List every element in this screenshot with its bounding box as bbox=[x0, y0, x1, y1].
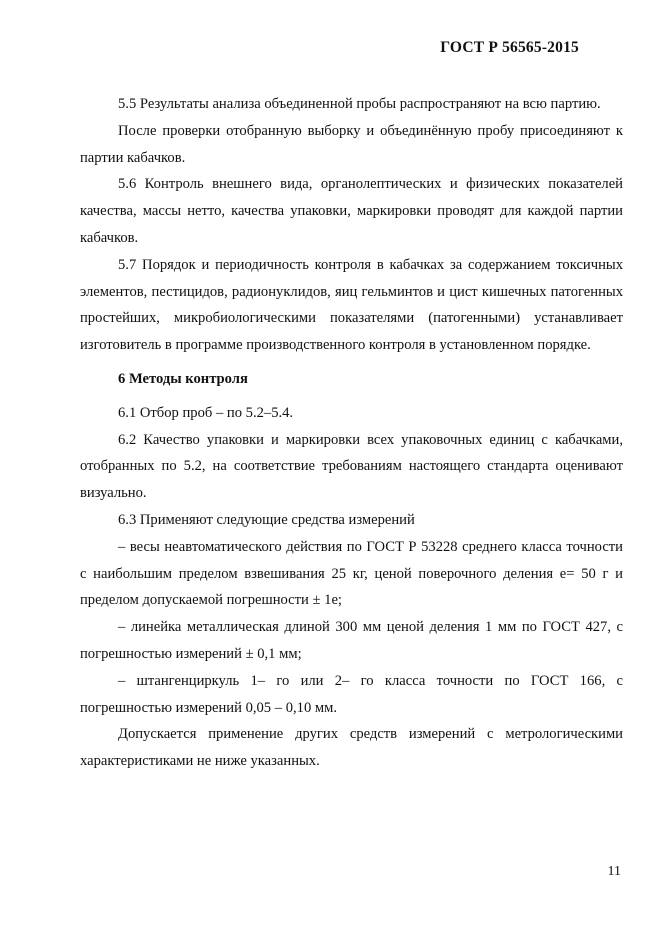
list-item-ruler: – линейка металлическая длиной 300 мм ценой деления 1 мм по ГОСТ 427, с погрешностью измерений ± 0,1 мм; bbox=[80, 619, 623, 662]
list-item-caliper: – штангенциркуль 1– го или 2– го класса точности по ГОСТ 166, с погрешностью измерений 0,05 – 0,10 мм. bbox=[80, 672, 623, 716]
paragraph-other-instruments: Допускается применение других средств измерений с метрологическими характеристиками не ниже указанных. bbox=[80, 726, 623, 770]
paragraph-5-6: 5.6 Контроль внешнего вида, органолептических и физических показателей качества, массы нетто, качества упаковки, маркировки проводят для каждой партии кабачков. bbox=[80, 176, 623, 246]
paragraph-5-5-continued: После проверки отобранную выборку и объединённую пробу присоединяют к партии кабачков. bbox=[80, 122, 623, 166]
document-code-header: ГОСТ Р 56565-2015 bbox=[440, 39, 579, 56]
document-body bbox=[80, 91, 623, 775]
paragraph-5-5: 5.5 Результаты анализа объединенной пробы распространяют на всю партию. bbox=[118, 96, 601, 112]
page-number: 11 bbox=[607, 864, 621, 879]
paragraph-6-1: 6.1 Отбор проб – по 5.2–5.4. bbox=[118, 404, 294, 421]
section-heading-control-methods: 6 Методы контроля bbox=[118, 370, 248, 387]
paragraph-6-2: 6.2 Качество упаковки и маркировки всех упаковочных единиц с кабачками, отобранных по 5.2, на соответствие требованиям настоящего стандарта оценивают визуально. bbox=[80, 431, 623, 502]
list-item-scales: – весы неавтоматического действия по ГОСТ Р 53228 среднего класса точности с наибольшим пределом взвешивания 25 кг, ценой поверочного деления e= 50 г и пределом допускаемой погрешности ± 1e; bbox=[80, 538, 623, 609]
paragraph-5-7: 5.7 Порядок и периодичность контроля в кабачках за содержанием токсичных элементов, пестицидов, радионуклидов, яиц гельминтов и цист кишечных патогенных простейших, микробиологическими показателями (патогенными) устанавливает изготовитель в программе производственного контроля в установленном порядке. bbox=[80, 256, 623, 354]
paragraph-6-3: 6.3 Применяют следующие средства измерений bbox=[118, 511, 415, 528]
